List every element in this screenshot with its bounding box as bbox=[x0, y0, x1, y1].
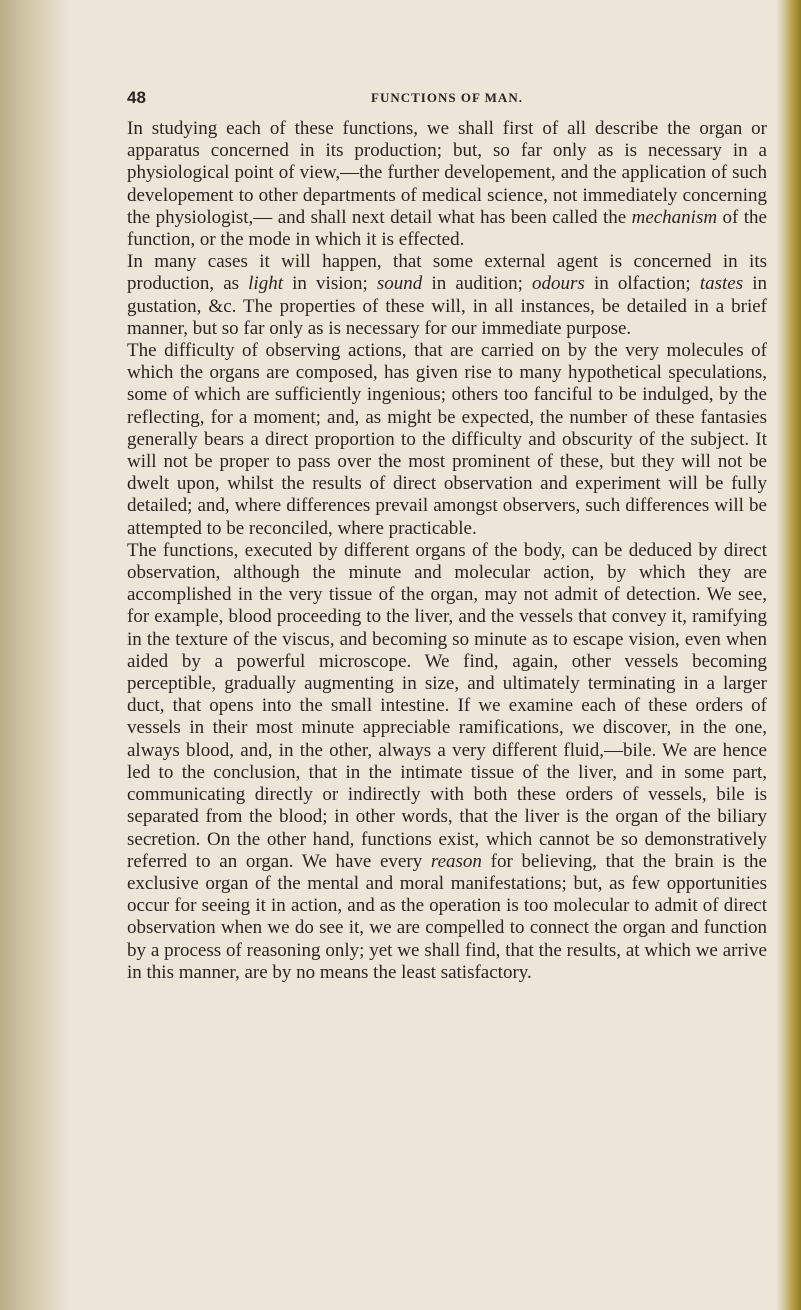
italic-word: odours bbox=[532, 273, 585, 295]
italic-word: mechanism bbox=[631, 206, 718, 228]
italic-word: tastes bbox=[699, 273, 744, 295]
body-text bbox=[127, 118, 767, 984]
paragraph: The functions, executed by different organs of the body, can be deduced by direct observation, although the minute and molecular action, by which they are accomplished in the very tissue of the organ, may not admit of detection. We see, for example, blood proceeding to the liver, and the vessels that convey it, ramifying in the texture of the viscus, and becoming so minute as to escape vision, even when aided by a powerful microscope. We find, again, other vessels becoming perceptible, gradually augmenting in size, and ultimately terminating in a larger duct, that opens into the small intestine. If we examine each of these orders of vessels in their most minute appreciable ramifications, we discover, in the one, always blood, and, in the other, always a very different fluid,—bile. We are hence led to the conclusion, that in the intimate tissue of the liver, and in some part, communicating directly or indirectly with both these orders of vessels, bile is separated from the blood; in other words, that the liver is the organ of the biliary secretion. On the other hand, functions exist, which cannot be so demonstratively referred to an organ. We have every reason for believing, that the brain is the exclusive organ of the mental and moral manifestations; but, as few opportunities occur for seeing it in action, and as the operation is too molecular to admit of direct observation when we do see it, we are compelled to connect the organ and function by a process of reasoning only; yet we shall find, that the results, at which we arrive in this manner, are by no means the least satisfactory. bbox=[127, 539, 767, 983]
page-edge bbox=[777, 0, 801, 1310]
book-gutter bbox=[0, 0, 70, 1310]
italic-word: sound bbox=[376, 273, 423, 295]
page-number: 48 bbox=[127, 88, 146, 107]
paragraph: The difficulty of observing actions, that are carried on by the very molecules of which the organs are composed, has given rise to many hypothetical speculations, some of which are sufficiently ingenious; others too fanciful to be indulged, by the reflecting, for a moment; and, as might be expected, the number of these fantasies generally bears a direct proportion to the difficulty and obscurity of the subject. It will not be proper to pass over the most prominent of these, but they will not be dwelt upon, whilst the results of direct observation and experiment will be fully detailed; and, where differences prevail amongst observers, such differences will be attempted to be reconciled, where practicable. bbox=[127, 340, 767, 539]
paragraph: In studying each of these functions, we shall first of all describe the organ or apparatus concerned in its production; but, so far only as is necessary in a physiological point of view,—the further developement, and the application of such developement to other departments of medical science, not immediately concerning the physiologist,— and shall next detail what has been called the mechanism of the function, or the mode in which it is effected. bbox=[127, 118, 767, 251]
book-page bbox=[127, 88, 767, 984]
paragraph: In many cases it will happen, that some external agent is concerned in its production, as light in vision; sound in audition; odours in olfaction; tastes in gustation, &c. The properties of these will, in all instances, be detailed in a brief manner, but so far only as is necessary for our immediate purpose. bbox=[127, 251, 768, 339]
running-head: FUNCTIONS OF MAN. bbox=[371, 90, 523, 105]
page-header bbox=[127, 88, 767, 116]
italic-word: light bbox=[248, 273, 283, 295]
italic-word: reason bbox=[430, 850, 482, 872]
